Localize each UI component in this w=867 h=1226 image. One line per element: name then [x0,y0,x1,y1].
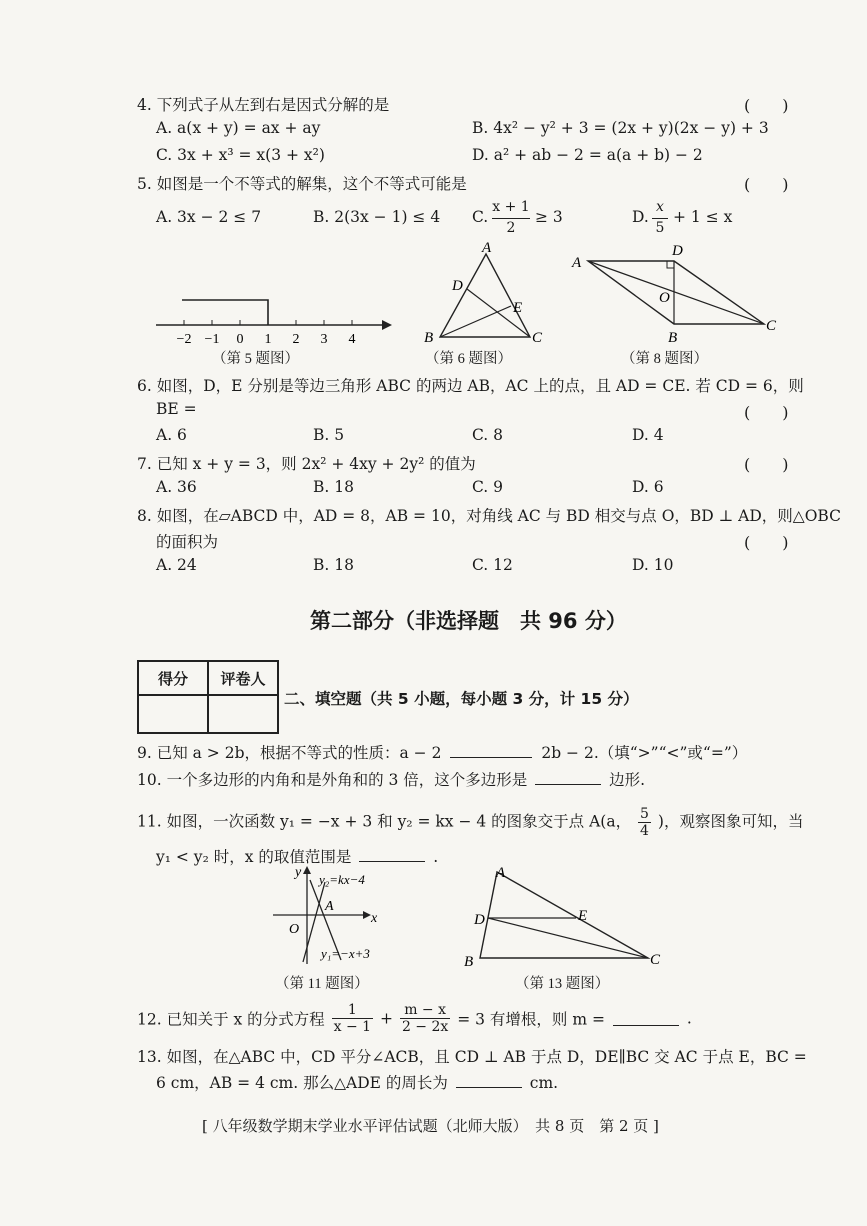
q7-stem: 7. 已知 x + y = 3，则 2x² + 4xy + 2y² 的值为 [137,455,476,473]
q11-frac-denominator: 4 [640,823,649,839]
number-line-arrow [382,320,392,330]
q12-text-after: = 3 有增根，则 m = [457,1010,605,1029]
q12-answer-blank[interactable] [613,1011,679,1026]
q5-d-numerator: x [656,199,664,215]
label-d: D [672,243,683,259]
q4-option-a: A. a(x + y) = ax + ay [156,119,321,137]
origin-label: O [289,922,300,937]
q8-option-a: A. 24 [156,556,197,574]
score-cell[interactable] [138,695,208,733]
q13-answer-blank[interactable] [456,1073,522,1088]
solution-set-bracket [182,300,268,325]
q13-line1: 13. 如图，在△ABC 中，CD 平分∠ACB，且 CD ⊥ AB 于点 D，DE∥BC 交 AC 于点 E，BC = [137,1048,807,1066]
tick-label-neg2: −2 [176,332,192,347]
triangle-abc [480,872,648,958]
label-a: A [572,255,582,271]
q7-option-d: D. 6 [632,478,664,496]
q12-f1-numerator: 1 [332,1002,373,1019]
q5-d-suffix: + 1 ≤ x [673,208,733,226]
label-e: E [513,300,523,316]
q4-option-b: B. 4x² − y² + 3 = (2x + y)(2x − y) + 3 [472,119,769,137]
q12-fraction-1 [332,1002,373,1035]
grader-header: 评卷人 [208,661,278,695]
triangle-abc [440,254,530,337]
label-d: D [474,912,485,928]
fig6-triangle [420,242,550,350]
q5-option-b: B. 2(3x − 1) ≤ 4 [313,208,441,226]
x-axis-arrow [363,911,371,919]
q5-c-denominator: 2 [506,220,516,236]
label-a: A [482,240,492,256]
q5-stem: 5. 如图是一个不等式的解集，这个不等式可能是 [137,175,467,193]
q12-text-before: 12. 已知关于 x 的分式方程 [137,1010,325,1029]
q12-text-end: . [686,1009,692,1028]
q7-option-c: C. 9 [472,478,504,496]
tick-label-1: 1 [264,332,272,347]
tick-label-0: 0 [236,332,244,347]
fig11-caption: （第 11 题图） [275,976,369,992]
tick-label-4: 4 [348,332,356,347]
q6-option-d: D. 4 [632,426,664,444]
label-c: C [766,318,777,334]
grader-cell[interactable] [208,695,278,733]
q4-answer-paren[interactable]: ( ) [744,96,789,115]
score-table [137,660,279,734]
q12 [137,1002,692,1035]
q5-option-a: A. 3x − 2 ≤ 7 [156,208,262,226]
q13-text-after: cm. [529,1074,559,1092]
q5-c-fraction-bar [492,218,530,219]
label-b: B [424,330,434,346]
q4-option-c: C. 3x + x³ = x(3 + x²) [156,146,325,164]
label-b: B [464,954,474,970]
q4-stem: 4. 下列式子从左到右是因式分解的是 [137,96,390,114]
q11-line2-before: y₁ < y₂ 时，x 的取值范围是 [156,848,352,866]
fig6-caption: （第 6 题图） [425,351,512,367]
y-axis-label: y [295,865,302,880]
q8-stem-line2: 的面积为 [156,533,219,551]
y-axis-arrow [303,866,311,874]
q12-fraction-2 [400,1002,450,1035]
segment-be [440,306,511,337]
q10 [137,768,645,790]
tick-label-3: 3 [320,332,328,347]
q8-stem-line1: 8. 如图，在▱ABCD 中，AD = 8，AB = 10，对角线 AC 与 BD 相交与点 O，BD ⊥ AD，则△OBC [137,507,841,525]
part2-title: 第二部分（非选择题 共 96 分） [310,609,627,633]
fig11-graph [265,862,415,972]
x-axis-label: x [371,911,378,926]
q10-text-after: 边形. [609,771,646,789]
q11-text-after: )，观察图象可知，当 [657,812,804,831]
fig8-parallelogram [570,240,785,348]
q6-answer-paren[interactable]: ( ) [744,403,789,422]
q9-answer-blank[interactable] [450,743,532,758]
q13-line2 [156,1071,558,1093]
q11-line1 [137,806,803,839]
q5-d-fraction-bar [652,218,668,219]
q4-option-d: D. a² + ab − 2 = a(a + b) − 2 [472,146,703,164]
label-d: D [452,278,463,294]
q8-answer-paren[interactable]: ( ) [744,533,789,552]
q11-answer-blank[interactable] [359,847,425,862]
q11-line2-after: . [433,848,439,866]
q6-option-a: A. 6 [156,426,187,444]
label-a: A [496,865,506,881]
q6-stem-line2: BE = [156,400,197,418]
y2-equation-label: y₂=kx−4 [319,872,365,887]
q9 [137,741,747,763]
q5-answer-paren[interactable]: ( ) [744,175,789,194]
diagonal-ac [588,261,764,324]
page-footer: [ 八年级数学期末学业水平评估试题（北师大版） 共 8 页 第 2 页 ] [202,1117,659,1135]
label-o: O [659,290,670,306]
score-header: 得分 [138,661,208,695]
segment-dc [488,918,648,958]
fig8-caption: （第 8 题图） [621,351,708,367]
q8-option-d: D. 10 [632,556,674,574]
tick-label-neg1: −1 [204,332,220,347]
q12-plus: + [380,1009,393,1028]
q12-f1-denominator: x − 1 [333,1019,372,1035]
q6-stem-line1: 6. 如图，D，E 分别是等边三角形 ABC 的两边 AB，AC 上的点，且 AD = CE. 若 CD = 6，则 [137,377,804,395]
fig5-number-line [150,288,400,348]
label-e: E [578,908,588,924]
q10-text-before: 10. 一个多边形的内角和是外角和的 3 倍，这个多边形是 [137,771,528,789]
label-b: B [668,330,678,346]
q12-f2-denominator: 2 − 2x [401,1019,449,1035]
tick-label-2: 2 [292,332,300,347]
q7-answer-paren[interactable]: ( ) [744,455,789,474]
fig13-triangle [462,862,672,972]
q5-c-suffix: ≥ 3 [535,208,563,226]
q9-text-after: 2b − 2.（填“>”“<”或“=”） [541,744,748,762]
y1-equation-label: y₁=−x+3 [321,946,370,961]
q5-d-prefix: D. [632,208,649,226]
label-c: C [650,952,661,968]
q8-option-b: B. 18 [313,556,354,574]
q5-c-numerator: x + 1 [492,199,530,215]
q10-answer-blank[interactable] [535,770,601,785]
fig5-caption: （第 5 题图） [212,351,299,367]
fill-in-section-heading: 二、填空题（共 5 小题，每小题 3 分，计 15 分） [284,690,639,708]
q6-option-b: B. 5 [313,426,345,444]
q11-fraction [638,806,651,839]
point-a-label: A [325,899,334,914]
q7-option-b: B. 18 [313,478,354,496]
q7-option-a: A. 36 [156,478,197,496]
q5-c-prefix: C. [472,208,489,226]
q11-frac-numerator: 5 [640,806,649,822]
q13-text-before: 6 cm，AB = 4 cm. 那么△ADE 的周长为 [156,1074,448,1092]
label-c: C [532,330,543,346]
q8-option-c: C. 12 [472,556,513,574]
q11-text-before: 11. 如图，一次函数 y₁ = −x + 3 和 y₂ = kx − 4 的图象交于点 A(a， [137,812,632,831]
fig13-caption: （第 13 题图） [515,976,610,992]
q6-option-c: C. 8 [472,426,504,444]
q9-text-before: 9. 已知 a > 2b，根据不等式的性质：a − 2 [137,744,442,762]
right-angle-mark [667,261,674,268]
q12-f2-numerator: m − x [400,1002,450,1019]
q5-d-denominator: 5 [655,220,665,236]
